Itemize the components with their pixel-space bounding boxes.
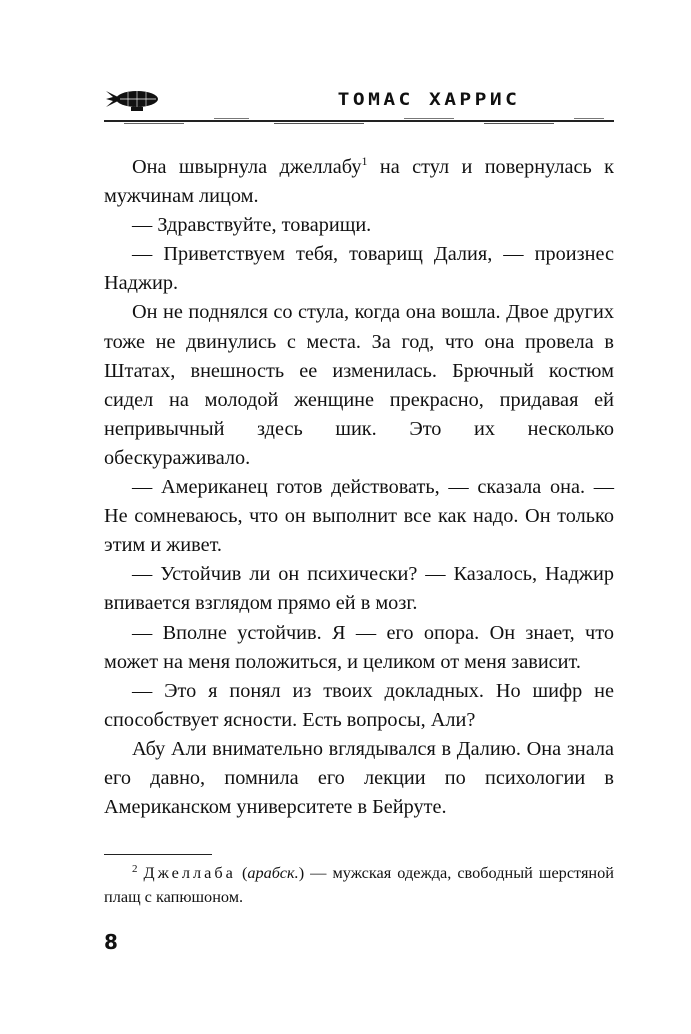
footnote-rule — [104, 854, 212, 855]
paragraph-text: Она швырнула джеллабу — [132, 156, 362, 178]
footnote: $^2$ Джеллаба (арабск.) — мужская одежда, свободный шерстяной плащ с капюшоном. — [104, 863, 614, 906]
paragraph: — Здравствуйте, товарищи. — [132, 214, 372, 237]
body-text — [104, 153, 614, 822]
paragraph: — Устойчив ли он психически? — Казалось, Наджир впивается взглядом прямо ей в мозг. — [104, 563, 614, 615]
footnote-definition: — мужская одежда, свободный шерстяной плащ с капюшоном. — [104, 863, 614, 906]
paragraph: — Вполне устойчив. Я — его опора. Он знает, что может на меня положиться, и целиком от меня зависит. — [104, 621, 614, 673]
paragraph: — Приветствуем тебя, товарищ Далия, — произнес Наджир. — [104, 243, 614, 295]
paragraph-text: на стул и повернулась к мужчинам лицом. — [104, 156, 615, 208]
paragraph — [104, 153, 614, 211]
footnote-number: 2 — [132, 863, 138, 875]
footnote-term: Джеллаба — [143, 863, 236, 882]
paragraph: Абу Али внимательно вглядывался в Далию. Она знала его давно, помнила его лекции по психологии в Американском университете в Бейруте. — [104, 737, 614, 819]
header-rule — [104, 118, 614, 126]
paragraph: — Это я понял из твоих докладных. Но шифр не способствует ясности. Есть вопросы, Али? — [104, 679, 614, 731]
paragraph: — Американец готов действовать, — сказала она. — Не сомневаюсь, что он выполнит все как надо. Он только этим и живет. — [104, 476, 614, 557]
author-name: ТОМАС ХАРРИС — [337, 90, 521, 110]
airship-icon — [104, 88, 160, 114]
footnote-language-note: арабск. — [247, 863, 299, 882]
page-number: 8 — [104, 930, 118, 954]
running-header — [104, 84, 614, 130]
paragraph: Он не поднялся со стула, когда она вошла. Двое других тоже не двинулись с места. За год, что она провела в Штатах, внешность ее изменилась. Брючный костюм сидел на молодой женщине прекрасно, придавая ей непривычный здесь шик. Это их несколько обескураживало. — [104, 301, 614, 469]
footnote-ref: 1 — [361, 154, 368, 168]
